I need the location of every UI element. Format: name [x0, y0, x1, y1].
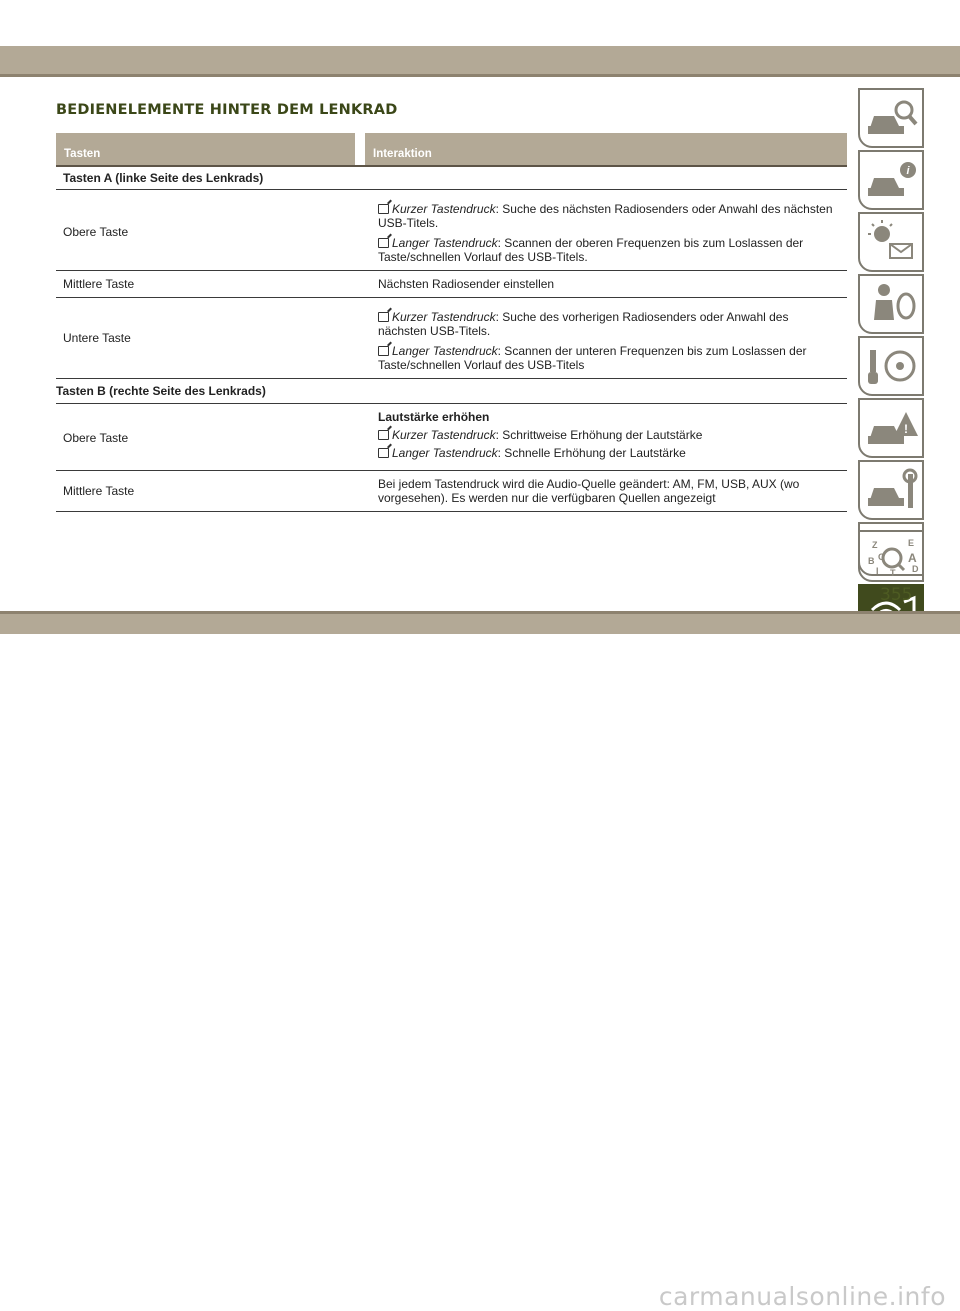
tab-car-search[interactable] — [858, 88, 924, 148]
table-row-a-lower — [56, 298, 847, 379]
tab-index[interactable] — [858, 530, 924, 576]
header-label-buttons: Tasten — [64, 148, 101, 160]
index-letter: Z — [872, 540, 878, 550]
tab-warning-lights[interactable] — [858, 212, 924, 272]
footer — [0, 634, 960, 1311]
index-letter: T — [890, 568, 896, 576]
row-label: Obere Taste — [63, 225, 129, 239]
header-label-interaction: Interaktion — [373, 148, 432, 160]
svg-text:i: i — [906, 165, 910, 177]
short-press-term: Kurzer Tastendruck — [392, 428, 496, 442]
index-icon — [864, 536, 922, 576]
volume-up-heading: Lautstärke erhöhen — [378, 410, 490, 424]
bullet-icon — [378, 346, 389, 356]
long-press-para — [378, 236, 833, 264]
row-label: Untere Taste — [63, 331, 131, 345]
bullet-icon — [378, 430, 389, 440]
car-emergency-icon — [864, 404, 920, 454]
table-row-a-middle — [56, 271, 847, 298]
long-press-term: Langer Tastendruck — [392, 344, 498, 358]
row-interaction — [378, 310, 833, 378]
short-press-term: Kurzer Tastendruck — [392, 310, 496, 324]
watermark-text: carmanualsonline.info — [658, 1282, 946, 1311]
row-label: Mittlere Taste — [63, 277, 135, 291]
footer-band — [0, 614, 960, 634]
table-header — [56, 133, 847, 165]
table-row-a-upper — [56, 190, 847, 271]
index-letter: E — [908, 538, 915, 548]
controls-table — [56, 133, 847, 512]
long-press-term: Langer Tastendruck — [392, 236, 498, 250]
index-letter: I — [876, 566, 879, 576]
tab-start-steering[interactable] — [858, 336, 924, 396]
svg-text:!: ! — [904, 422, 908, 436]
car-search-icon — [864, 94, 920, 144]
start-steering-icon — [864, 342, 920, 392]
tab-car-emergency[interactable] — [858, 398, 924, 458]
long-press-para — [378, 344, 833, 372]
index-letter: A — [908, 551, 917, 565]
long-press-term: Langer Tastendruck — [392, 446, 498, 460]
short-press-para — [378, 428, 833, 442]
index-letter: B — [868, 556, 875, 566]
airbag-safety-icon — [864, 280, 920, 330]
row-interaction — [378, 410, 833, 466]
group-row-a — [56, 165, 847, 190]
header-band — [0, 46, 960, 74]
bullet-icon — [378, 238, 389, 248]
car-info-icon — [864, 156, 920, 206]
row-interaction: Bei jedem Tastendruck wird die Audio-Quelle geändert: AM, FM, USB, AUX (wo vorgesehen). Es werden nur die verfügbaren Quellen angezeigt — [378, 477, 800, 505]
row-label: Obere Taste — [63, 431, 129, 445]
page-number: 355 — [880, 585, 913, 605]
long-press-text: : Scannen der oberen Frequenzen bis zum Loslassen der Taste/schnellen Vorlauf des USB-Titels. — [378, 236, 804, 264]
bullet-icon — [378, 448, 389, 458]
tab-car-info[interactable] — [858, 150, 924, 210]
bullet-icon — [378, 204, 389, 214]
warning-lights-icon — [864, 218, 920, 268]
short-press-para — [378, 202, 833, 230]
index-letter: C — [878, 552, 885, 562]
group-row-b — [56, 379, 847, 404]
long-press-text: : Scannen der unteren Frequenzen bis zum Loslassen der Taste/schnellen Vorlauf des USB-Titels — [378, 344, 807, 372]
section-title: BEDIENELEMENTE HINTER DEM LENKRAD — [56, 102, 398, 118]
header-cell-interaction — [365, 133, 847, 165]
long-press-text: : Schnelle Erhöhung der Lautstärke — [497, 446, 686, 460]
short-press-text: : Schrittweise Erhöhung der Lautstärke — [495, 428, 703, 442]
header-cell-buttons — [56, 133, 355, 165]
row-interaction — [378, 202, 833, 270]
group-label-b: Tasten B (rechte Seite des Lenkrads) — [56, 384, 266, 398]
index-letter: D — [912, 564, 919, 574]
short-press-para — [378, 310, 833, 338]
header-rule — [0, 74, 960, 77]
short-press-term: Kurzer Tastendruck — [392, 202, 496, 216]
bullet-icon — [378, 312, 389, 322]
short-press-text: : Suche des vorherigen Radiosenders oder Anwahl des nächsten USB-Titels. — [378, 310, 789, 338]
table-row-b-middle — [56, 471, 847, 512]
long-press-para — [378, 446, 833, 460]
tab-car-service[interactable] — [858, 460, 924, 520]
short-press-text: : Suche des nächsten Radiosenders oder Anwahl des nächsten USB-Titels. — [378, 202, 833, 230]
car-service-icon — [864, 466, 920, 516]
group-label-a: Tasten A (linke Seite des Lenkrads) — [63, 171, 264, 185]
tab-airbag-safety[interactable] — [858, 274, 924, 334]
table-row-b-upper — [56, 404, 847, 471]
row-interaction: Nächsten Radiosender einstellen — [378, 277, 555, 291]
row-label: Mittlere Taste — [63, 484, 135, 498]
